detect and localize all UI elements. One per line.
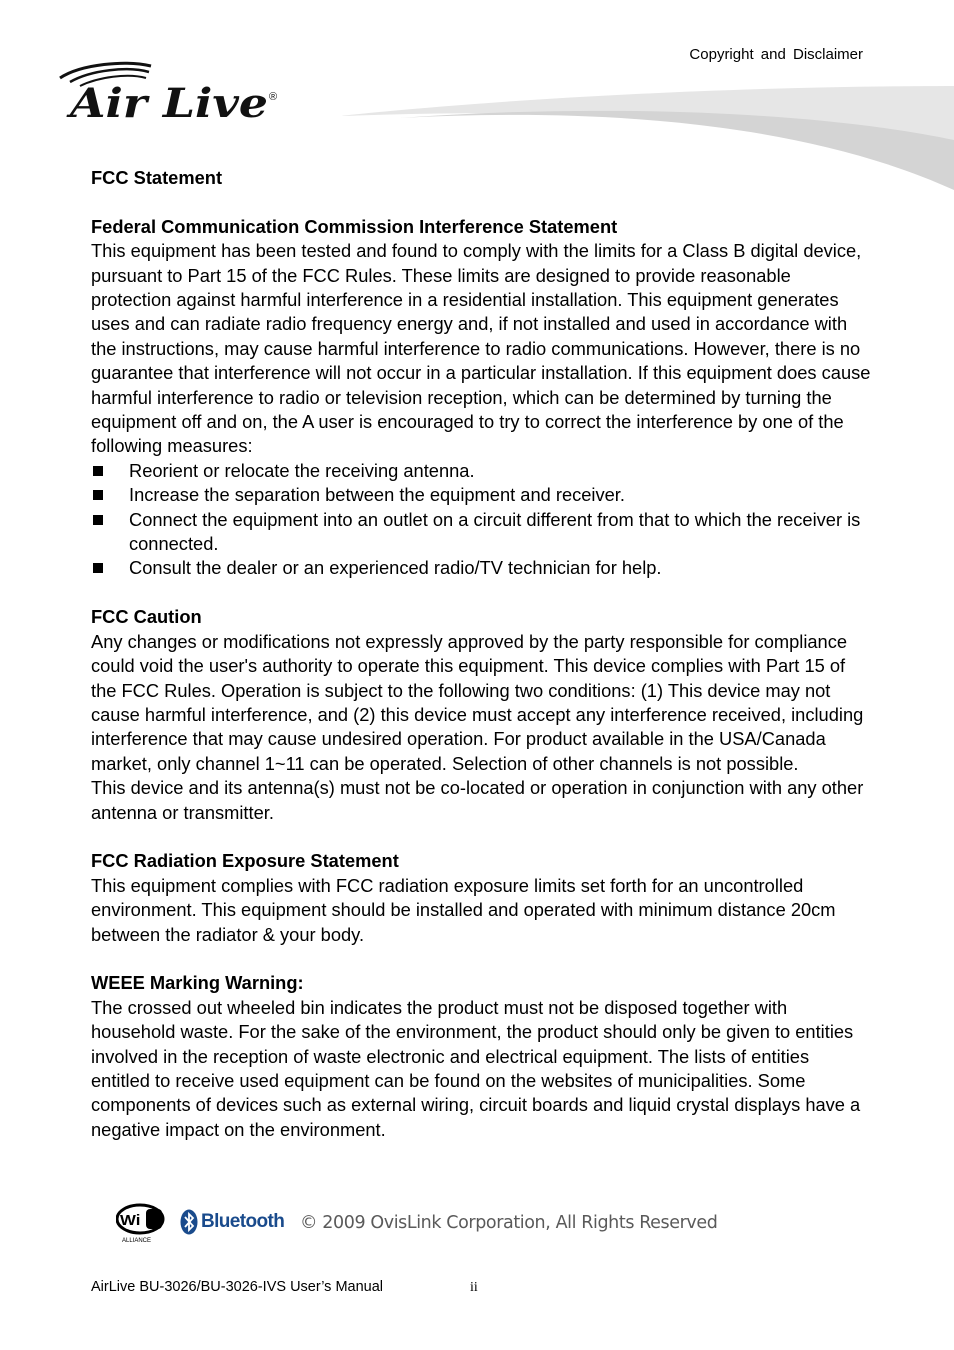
list-item: Connect the equipment into an outlet on a circuit different from that to which the receiver is connected.: [91, 508, 871, 557]
manual-title: AirLive BU-3026/BU-3026-IVS User’s Manual: [91, 1279, 384, 1295]
footer-logos: [116, 1198, 756, 1246]
copyright-notice: © 2009 OvisLink Corporation, All Rights Reserved: [300, 1213, 718, 1233]
caution-title: FCC Caution: [91, 606, 202, 628]
logo-wordmark: Air Live: [65, 80, 268, 126]
radiation-body: This equipment complies with FCC radiation exposure limits set forth for an uncontrolled environment. This equipment should be installed and operated with minimum distance 20cm between the radiator & your body.: [91, 874, 836, 945]
caution-body: Any changes or modifications not expressly approved by the party responsible for compliance could void the user's authority to operate this equipment. This device complies with Part 15 of the FCC Rules. Operation is subject to the following two conditions: (1) This device may not cause harmful interference, and (2) this device must accept any interference received, including interference that may cause undesired operation. For product available in the USA/Canada market, only channel 1~11 can be operated. Selection of other channels is not possible.: [91, 630, 864, 774]
list-item: Reorient or relocate the receiving antenna.: [91, 459, 871, 483]
interference-title: Federal Communication Commission Interference Statement: [91, 215, 618, 237]
caution-antenna-note: This device and its antenna(s) must not be co-located or operation in conjunction with any other antenna or transmitter.: [91, 777, 864, 823]
bluetooth-icon: [180, 1209, 198, 1235]
weee-body: The crossed out wheeled bin indicates the product must not be disposed together with household waste. For the sake of the environment, the product should only be given to entities involved in the reception of waste electronic and electrical equipment. The lists of entities entitled to receive used equipment can be found on the websites of municipalities. Some components of devices such as external wiring, circuit boards and liquid crystal displays have a negative impact on the environment.: [91, 996, 861, 1140]
section-header: Copyright and Disclaimer: [689, 46, 863, 63]
document-body: [91, 166, 871, 1142]
page-number: ii: [470, 1280, 478, 1295]
radiation-title: FCC Radiation Exposure Statement: [91, 850, 399, 872]
fcc-statement-title: FCC Statement: [91, 167, 223, 188]
registered-mark: ®: [269, 91, 278, 103]
measures-list: [91, 459, 871, 581]
interference-body: This equipment has been tested and found to comply with the limits for a Class B digital device, pursuant to Part 15 of the FCC Rules. These limits are designed to provide reasonable protection against harmful interference in a residential installation. This equipment generates uses and can radiate radio frequency energy and, if not installed and used in accordance with the instructions, may cause harmful interference to radio communications. However, there is no guarantee that interference will not occur in a particular installation. If this equipment does cause harmful interference to radio or television reception, which can be determined by turning the equipment off and on, the A user is encouraged to try to correct the interference by one of the following measures:: [91, 240, 871, 457]
list-item: Increase the separation between the equipment and receiver.: [91, 483, 871, 507]
bluetooth-wordmark: Bluetooth: [201, 1211, 285, 1232]
airlive-logo: [56, 56, 286, 126]
wifi-logo-text: Wi Fi: [120, 1212, 160, 1229]
wifi-logo-sub: ALLIANCE: [122, 1238, 152, 1244]
wifi-alliance-logo: [116, 1202, 168, 1244]
bluetooth-logo: [180, 1208, 284, 1236]
list-item: Consult the dealer or an experienced radio/TV technician for help.: [91, 556, 871, 580]
weee-title: WEEE Marking Warning:: [91, 972, 304, 994]
